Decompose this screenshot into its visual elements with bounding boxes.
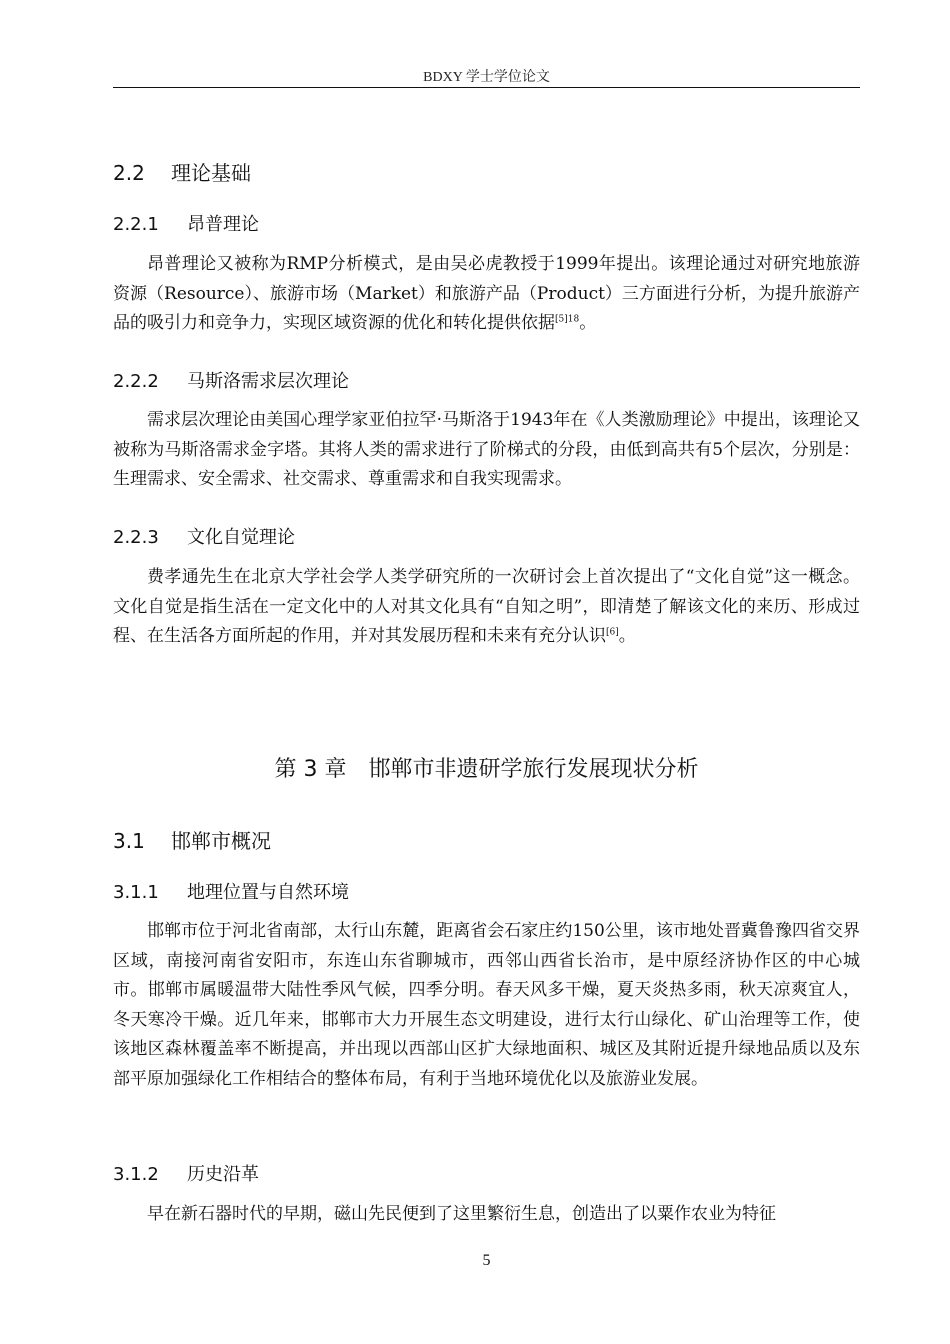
subsection-heading bbox=[113, 1160, 259, 1186]
body-paragraph-ramp bbox=[113, 250, 860, 339]
section-heading bbox=[113, 157, 251, 186]
subsection-number: 3.1.2 bbox=[113, 1164, 159, 1185]
paragraph-end: 。 bbox=[618, 626, 636, 646]
subsection-heading bbox=[113, 523, 295, 549]
subsection-title: 昂普理论 bbox=[187, 214, 259, 235]
section-number: 3.1 bbox=[113, 829, 145, 853]
paragraph-end: 。 bbox=[579, 313, 597, 333]
subsection-heading bbox=[113, 210, 259, 236]
subsection-number: 2.2.1 bbox=[113, 214, 159, 235]
subsection-number: 2.2.2 bbox=[113, 371, 159, 392]
chapter-title: 第 3 章 邯郸市非遗研学旅行发展现状分析 bbox=[274, 757, 699, 782]
page-number: 5 bbox=[482, 1252, 491, 1269]
paragraph-text: 费孝通先生在北京大学社会学人类学研究所的一次研讨会上首次提出了“文化自觉”这一概念。文化自觉是指生活在一定文化中的人对其文化具有“自知之明”，即清楚了解该文化的来历、形成过程、在生活各方面所起的作用，并对其发展历程和未来有充分认识 bbox=[113, 567, 860, 646]
section-title: 理论基础 bbox=[171, 161, 251, 185]
citation-ref: [6] bbox=[606, 627, 619, 638]
section-heading bbox=[113, 825, 271, 854]
paragraph-text: 昂普理论又被称为RMP分析模式，是由吴必虎教授于1999年提出。该理论通过对研究地旅游资源（Resource）、旅游市场（Market）和旅游产品（Product）三方面进行分析，为提升旅游产品的吸引力和竞争力，实现区域资源的优化和转化提供依据 bbox=[113, 254, 860, 333]
subsection-number: 2.2.3 bbox=[113, 527, 159, 548]
subsection-heading bbox=[113, 878, 349, 904]
section-number: 2.2 bbox=[113, 161, 145, 185]
citation-ref: [5]18 bbox=[555, 314, 580, 325]
subsection-title: 历史沿革 bbox=[187, 1164, 259, 1185]
header-rule bbox=[113, 87, 860, 88]
page-header: BDXY 学士学位论文 bbox=[423, 70, 550, 85]
body-paragraph-geo: 邯郸市位于河北省南部，太行山东麓，距离省会石家庄约150公里，该市地处晋冀鲁豫四省交界区域，南接河南省安阳市，东连山东省聊城市，西邻山西省长治市，是中原经济协作区的中心城市。邯郸市属暖温带大陆性季风气候，四季分明。春天风多干燥，夏天炎热多雨，秋天凉爽宜人，冬天寒冷干燥。近几年来，邯郸市大力开展生态文明建设，进行太行山绿化、矿山治理等工作，使该地区森林覆盖率不断提高，并出现以西部山区扩大绿地面积、城区及其附近提升绿地品质以及东部平原加强绿化工作相结合的整体布局，有利于当地环境优化以及旅游业发展。 bbox=[113, 921, 860, 1089]
subsection-title: 文化自觉理论 bbox=[187, 527, 295, 548]
body-paragraph-culture bbox=[113, 563, 860, 652]
subsection-title: 地理位置与自然环境 bbox=[187, 882, 349, 903]
body-paragraph-history: 早在新石器时代的早期，磁山先民便到了这里繁衍生息，创造出了以粟作农业为特征 bbox=[147, 1204, 776, 1224]
subsection-title: 马斯洛需求层次理论 bbox=[187, 371, 349, 392]
body-paragraph-maslow: 需求层次理论由美国心理学家亚伯拉罕·马斯洛于1943年在《人类激励理论》中提出，该理论又被称为马斯洛需求金字塔。其将人类的需求进行了阶梯式的分段，由低到高共有5个层次，分别是：生理需求、安全需求、社交需求、尊重需求和自我实现需求。 bbox=[113, 410, 860, 489]
subsection-number: 3.1.1 bbox=[113, 882, 159, 903]
subsection-heading bbox=[113, 367, 349, 393]
section-title: 邯郸市概况 bbox=[171, 829, 271, 853]
